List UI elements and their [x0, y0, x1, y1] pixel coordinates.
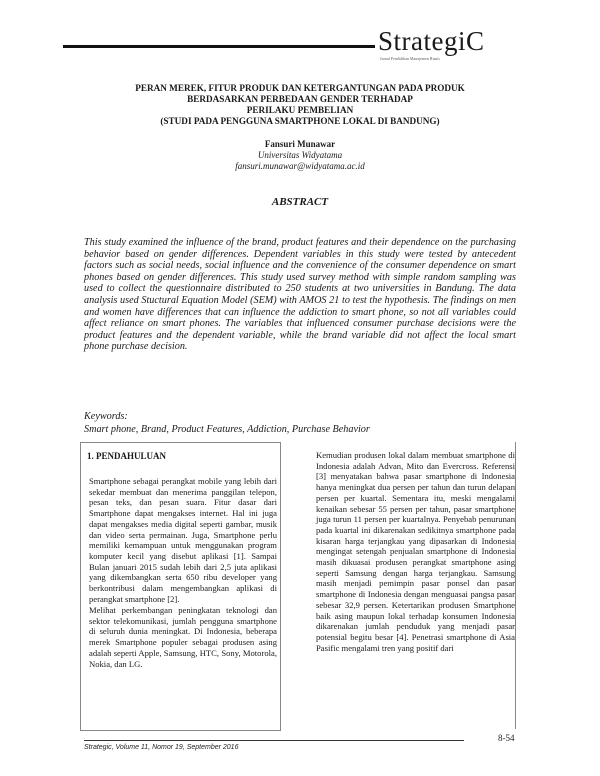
keywords-label: Keywords:: [84, 411, 128, 422]
header-rule: [63, 45, 375, 48]
paper-title-line: PERAN MEREK, FITUR PRODUK DAN KETERGANTUNGAN PADA PRODUK: [135, 83, 465, 93]
paper-title-line: BERDASARKAN PERBEDAAN GENDER TERHADAP: [187, 94, 413, 104]
section-heading: 1. PENDAHULUAN: [87, 451, 167, 461]
abstract-heading: ABSTRACT: [271, 196, 329, 208]
footer-citation: Strategic, Volume 11, Nomor 19, September 2016: [84, 744, 239, 751]
body-paragraph: Kemudian produsen lokal dalam membuat smartphone di Indonesia adalah Advan, Mito dan Evercross. Referensi [3] menyatakan bahwa pasar smartphone di Indonesia hanya meningkat dua persen per tahun dan turun delapan persen per kuartal. Sementara itu, meski mengalami kenaikan sebesar 55 persen per tahun, pasar smartphone juga turun 11 persen per kuartalnya. Penyebab penurunan pada kuartal ini dikarenakan sedikitnya smartphone pada kisaran harga terjangkau yang dipasarkan di Indonesia mengingat setengah penjualan smartphone di Indonesia masih dikuasai produsen perangkat smartphone asing seperti Samsung dengan harga terjangkau. Samsung masih menjadi pemimpin pasar ponsel dan pasar smartphone di Indonesia dengan menguasai pangsa pasar sebesar 32,9 persen. Ketertarikan produsen Smartphone baik asing maupun lokal terhadap konsumen Indonesia dikarenakan jumlah penduduk yang menjadi pasar potensial begitu besar [4]. Penetrasi smartphone di Asia Pasific mengalami tren yang positif dari: [316, 450, 515, 653]
keywords-text: Smart phone, Brand, Product Features, Addiction, Purchase Behavior: [84, 424, 370, 435]
author-block: [84, 139, 516, 172]
page-number: 8-54: [498, 733, 515, 743]
keywords-block: [84, 410, 524, 436]
author-email[interactable]: fansuri.munawar@widyatama.ac.id: [235, 161, 365, 171]
body-paragraph: Smartphone sebagai perangkat mobile yang lebih dari sekedar membuat dan menerima panggilan telepon, pesan teks, dan pesan suara. Fitur dasar dari Smartphone dapat mengakses internet. Hal ini juga dapat mengakses media digital seperti gambar, musik dan video serta permainan. Juga, Smartphone perlu memiliki kemampuan untuk menggunakan program komputer kecil yang disebut aplikasi [1]. Sampai Bulan januari 2015 sudah lebih dari 2,5 juta aplikasi yang dikembangkan serta 650 ribu developer yang berkontribusi dalam mengembangkan aplikasi di perangkat smartphone [2].: [89, 476, 277, 604]
author-name: Fansuri Munawar: [264, 139, 336, 149]
author-affiliation: Universitas Widyatama: [257, 150, 343, 160]
footer-rule: [84, 740, 464, 741]
paper-title: [84, 83, 516, 127]
abstract-text: This study examined the influence of the brand, product features and their dependence on the purchasing behavior based on gender differences. Dependent variables in this study were tested by antecedent factors such as social needs, social influence and the convenience of the consumer dependence on smart phones based on gender differences. This study used survey method with simple random sampling was used to collect the questionnaire distributed to 250 students at two universities in Bandung. The data analysis used Stuctural Equation Model (SEM) with AMOS 21 to test the hypothesis. The findings on men and women have differences that can influence the addiction to smart phone, so not all variables could affect reliance on smart phones. The variables that influenced consumer purchase decisions were the product features and the dependent variable, while the brand variable did not affect the local smart phone purchase decision.: [84, 237, 516, 353]
body-paragraph: Melihat perkembangan peningkatan teknologi dan sektor telekomunikasi, jumlah pengguna smartphone di seluruh dunia meningkat. Di Indonesia, beberapa merek Smartphone populer sebagai produsen asing adalah seperti Apple, Samsung, HTC, Sony, Motorola, Nokia, dan LG.: [89, 605, 277, 669]
paper-title-line: PERILAKU PEMBELIAN: [246, 105, 354, 115]
journal-logo: StrategiC: [378, 26, 485, 56]
journal-logo-subtitle: Jurnal Pendidikan Manajemen Bisnis: [380, 57, 441, 61]
paper-title-line: (STUDI PADA PENGGUNA SMARTPHONE LOKAL DI BANDUNG): [160, 116, 440, 126]
